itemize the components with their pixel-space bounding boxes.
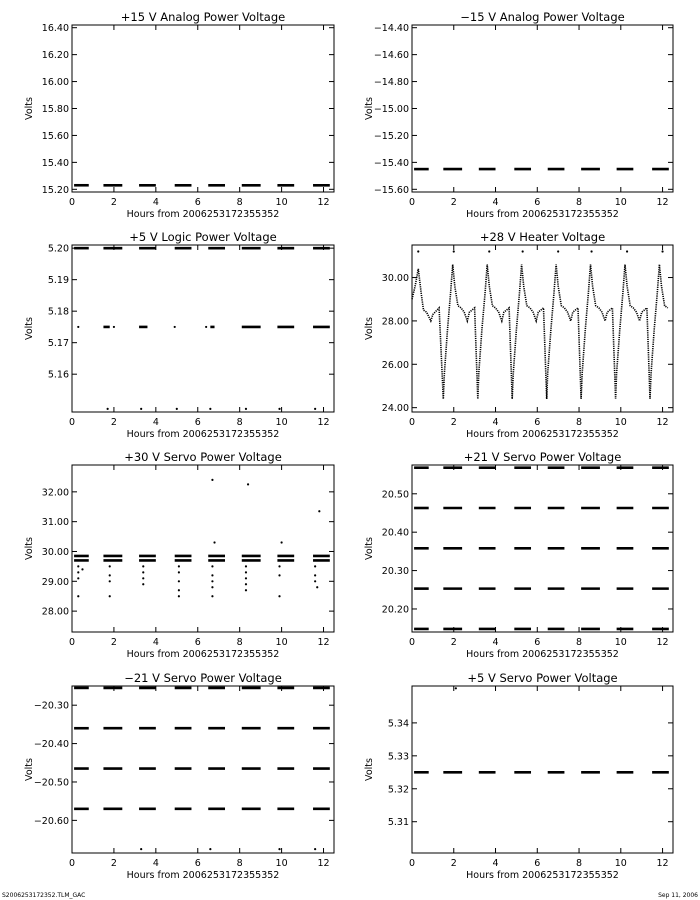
x-tick-label: 10 <box>614 637 627 648</box>
data-point <box>209 848 211 850</box>
y-tick-label: −20.40 <box>33 739 69 751</box>
x-axis-label: Hours from 2006253172355352 <box>126 870 280 881</box>
y-axis-label: Volts <box>24 97 35 120</box>
plot-frame <box>412 245 673 412</box>
x-axis-label: Hours from 2006253172355352 <box>466 209 619 220</box>
y-tick-label: 16.00 <box>41 77 69 89</box>
x-tick-label: 12 <box>317 417 330 428</box>
x-tick-label: 10 <box>614 197 627 208</box>
x-tick-label: 2 <box>110 197 117 208</box>
chart-title: −21 V Servo Power Voltage <box>124 671 282 685</box>
x-tick-label: 0 <box>68 858 76 869</box>
chart-panel-3 <box>24 230 334 440</box>
data-point <box>213 541 215 543</box>
x-tick-label: 8 <box>576 858 583 869</box>
x-tick-label: 8 <box>236 417 243 428</box>
y-tick-label: 16.40 <box>41 23 69 35</box>
x-tick-label: 6 <box>194 637 201 648</box>
data-point <box>245 408 247 410</box>
data-point <box>205 326 207 328</box>
x-tick-label: 0 <box>408 858 416 869</box>
data-point <box>314 574 316 576</box>
y-tick-label: −15.20 <box>373 130 409 142</box>
x-tick-label: 0 <box>408 417 416 428</box>
x-tick-label: 10 <box>275 417 288 428</box>
x-tick-label: 12 <box>317 637 330 648</box>
data-point <box>316 586 318 588</box>
data-point <box>178 589 180 591</box>
data-point <box>109 580 111 582</box>
x-axis-label: Hours from 2006253172355352 <box>466 649 619 660</box>
y-axis-label: Volts <box>364 758 375 781</box>
data-point <box>81 568 83 570</box>
chart-panel-4 <box>364 230 673 440</box>
x-tick-label: 12 <box>656 637 669 648</box>
x-tick-label: 4 <box>152 197 159 208</box>
data-point <box>211 595 213 597</box>
y-tick-label: 5.32 <box>387 784 409 796</box>
data-point <box>314 580 316 582</box>
data-point <box>278 574 280 576</box>
x-tick-label: 6 <box>534 637 541 648</box>
x-axis-label: Hours from 2006253172355352 <box>126 649 280 660</box>
plot-frame <box>72 25 334 192</box>
data-point <box>176 408 178 410</box>
data-point <box>211 586 213 588</box>
x-tick-label: 10 <box>275 858 288 869</box>
data-point <box>247 483 249 485</box>
data-point <box>77 326 79 328</box>
y-tick-label: −15.40 <box>373 157 409 169</box>
x-tick-label: 12 <box>656 197 669 208</box>
x-axis-label: Hours from 2006253172355352 <box>466 870 619 881</box>
y-tick-label: 20.30 <box>381 566 409 578</box>
y-axis-label: Volts <box>364 317 375 340</box>
x-tick-label: 0 <box>68 197 76 208</box>
y-tick-label: 5.18 <box>47 306 69 318</box>
y-tick-label: 5.16 <box>47 369 69 381</box>
chart-title: +21 V Servo Power Voltage <box>463 450 622 464</box>
data-point <box>77 571 79 573</box>
y-tick-label: 32.00 <box>41 487 69 499</box>
y-tick-label: −14.60 <box>373 50 409 62</box>
x-tick-label: 2 <box>110 417 117 428</box>
footer-date: Sep 11, 2006 <box>658 892 698 899</box>
y-tick-label: −20.50 <box>33 777 69 789</box>
chart-panel-5 <box>24 450 334 660</box>
chart-title: +5 V Servo Power Voltage <box>467 671 618 685</box>
data-point <box>142 565 144 567</box>
x-axis-label: Hours from 2006253172355352 <box>126 209 280 220</box>
y-tick-label: 15.80 <box>41 104 69 115</box>
data-point <box>77 565 79 567</box>
x-tick-label: 4 <box>152 637 159 648</box>
data-point <box>178 580 180 582</box>
y-axis-label: Volts <box>24 537 35 560</box>
y-tick-label: −15.60 <box>373 184 409 196</box>
x-tick-label: 4 <box>492 197 499 208</box>
data-point <box>211 479 213 481</box>
data-point <box>626 250 628 252</box>
data-point <box>245 565 247 567</box>
x-tick-label: 10 <box>275 637 288 648</box>
data-point <box>211 565 213 567</box>
data-point <box>178 571 180 573</box>
data-point <box>77 577 79 579</box>
data-point <box>455 687 457 689</box>
y-tick-label: −20.30 <box>33 700 69 712</box>
y-axis-label: Volts <box>24 317 35 340</box>
x-tick-label: 4 <box>492 858 499 869</box>
data-point <box>278 848 280 850</box>
data-point <box>174 326 176 328</box>
y-axis-label: Volts <box>364 537 375 560</box>
x-tick-label: 8 <box>576 637 583 648</box>
data-point <box>522 250 524 252</box>
x-tick-label: 8 <box>576 197 583 208</box>
data-point <box>211 574 213 576</box>
x-tick-label: 6 <box>534 197 541 208</box>
data-point <box>314 565 316 567</box>
y-tick-label: 15.40 <box>41 157 69 169</box>
y-tick-label: 24.00 <box>381 403 409 415</box>
data-point <box>109 565 111 567</box>
plot-frame <box>72 465 334 632</box>
y-tick-label: 5.33 <box>387 751 409 763</box>
y-tick-label: 20.20 <box>381 604 409 616</box>
data-point <box>453 250 455 252</box>
y-tick-label: −20.60 <box>33 815 69 827</box>
y-tick-label: 5.20 <box>47 243 69 255</box>
y-axis-label: Volts <box>24 758 35 781</box>
y-tick-label: 29.00 <box>41 576 69 588</box>
y-tick-label: 5.31 <box>387 817 409 829</box>
data-point <box>109 595 111 597</box>
y-axis-label: Volts <box>364 97 375 120</box>
chart-title: −15 V Analog Power Voltage <box>460 10 625 24</box>
chart-title: +15 V Analog Power Voltage <box>120 10 286 24</box>
data-line <box>412 265 668 400</box>
x-tick-label: 4 <box>152 417 159 428</box>
y-tick-label: 30.00 <box>381 273 409 285</box>
data-point <box>314 408 316 410</box>
x-tick-label: 6 <box>534 417 541 428</box>
x-tick-label: 4 <box>492 637 499 648</box>
data-point <box>245 571 247 573</box>
x-tick-label: 8 <box>236 197 243 208</box>
x-tick-label: 12 <box>317 197 330 208</box>
data-point <box>245 589 247 591</box>
data-point <box>142 577 144 579</box>
x-tick-label: 8 <box>236 858 243 869</box>
chart-title: +5 V Logic Power Voltage <box>129 230 277 244</box>
y-tick-label: 31.00 <box>41 517 69 529</box>
y-tick-label: 15.20 <box>41 184 69 196</box>
data-point <box>142 583 144 585</box>
data-point <box>209 408 211 410</box>
y-tick-label: −15.00 <box>373 104 409 115</box>
data-point <box>590 250 592 252</box>
data-point <box>140 848 142 850</box>
data-point <box>278 595 280 597</box>
data-point <box>314 848 316 850</box>
x-tick-label: 4 <box>492 417 499 428</box>
plot-frame <box>72 245 334 412</box>
data-point <box>211 580 213 582</box>
footer-filename: S2006253172352.TLM_GAC <box>2 892 86 899</box>
data-point <box>278 408 280 410</box>
x-axis-label: Hours from 2006253172355352 <box>466 429 619 440</box>
x-tick-label: 0 <box>68 417 76 428</box>
x-tick-label: 2 <box>450 637 457 648</box>
data-point <box>661 250 663 252</box>
x-tick-label: 2 <box>450 197 457 208</box>
y-tick-label: 20.50 <box>381 489 409 501</box>
x-axis-label: Hours from 2006253172355352 <box>126 429 280 440</box>
x-tick-label: 6 <box>194 197 201 208</box>
x-tick-label: 10 <box>614 858 627 869</box>
x-tick-label: 6 <box>194 417 201 428</box>
data-point <box>417 250 419 252</box>
data-point <box>178 565 180 567</box>
plot-frame <box>412 25 673 192</box>
x-tick-label: 2 <box>450 858 457 869</box>
chart-title: +30 V Servo Power Voltage <box>124 450 282 464</box>
x-tick-label: 0 <box>68 637 76 648</box>
y-tick-label: −14.80 <box>373 77 409 89</box>
y-tick-label: 28.00 <box>41 606 69 618</box>
x-tick-label: 10 <box>275 197 288 208</box>
data-point <box>245 583 247 585</box>
y-tick-label: 5.19 <box>47 275 69 287</box>
y-tick-label: 15.60 <box>41 130 69 142</box>
data-point <box>245 577 247 579</box>
chart-panel-8 <box>364 671 673 881</box>
x-tick-label: 6 <box>534 858 541 869</box>
data-point <box>107 408 109 410</box>
x-tick-label: 6 <box>194 858 201 869</box>
data-point <box>557 250 559 252</box>
x-tick-label: 0 <box>408 637 416 648</box>
x-tick-label: 12 <box>656 858 669 869</box>
x-tick-label: 2 <box>110 637 117 648</box>
y-tick-label: 26.00 <box>381 359 409 371</box>
data-point <box>281 541 283 543</box>
data-point <box>278 565 280 567</box>
x-tick-label: 12 <box>656 417 669 428</box>
y-tick-label: 5.34 <box>387 718 409 730</box>
chart-panel-1 <box>24 10 334 220</box>
y-tick-label: 20.40 <box>381 527 409 539</box>
y-tick-label: 16.20 <box>41 50 69 62</box>
chart-panel-6 <box>364 450 673 660</box>
y-tick-label: 30.00 <box>41 546 69 558</box>
x-tick-label: 2 <box>110 858 117 869</box>
y-tick-label: −14.40 <box>373 23 409 35</box>
plot-frame <box>412 686 673 853</box>
data-point <box>318 510 320 512</box>
data-point <box>142 571 144 573</box>
x-tick-label: 2 <box>450 417 457 428</box>
x-tick-label: 12 <box>317 858 330 869</box>
data-point <box>77 595 79 597</box>
x-tick-label: 10 <box>614 417 627 428</box>
x-tick-label: 0 <box>408 197 416 208</box>
data-point <box>113 326 115 328</box>
data-point <box>140 408 142 410</box>
chart-title: +28 V Heater Voltage <box>479 230 606 244</box>
data-point <box>109 574 111 576</box>
y-tick-label: 5.17 <box>47 338 69 350</box>
data-point <box>488 250 490 252</box>
x-tick-label: 4 <box>152 858 159 869</box>
chart-panel-2 <box>364 10 673 220</box>
x-tick-label: 8 <box>576 417 583 428</box>
chart-panel-7 <box>24 671 334 881</box>
y-tick-label: 28.00 <box>381 316 409 328</box>
data-point <box>178 595 180 597</box>
x-tick-label: 8 <box>236 637 243 648</box>
